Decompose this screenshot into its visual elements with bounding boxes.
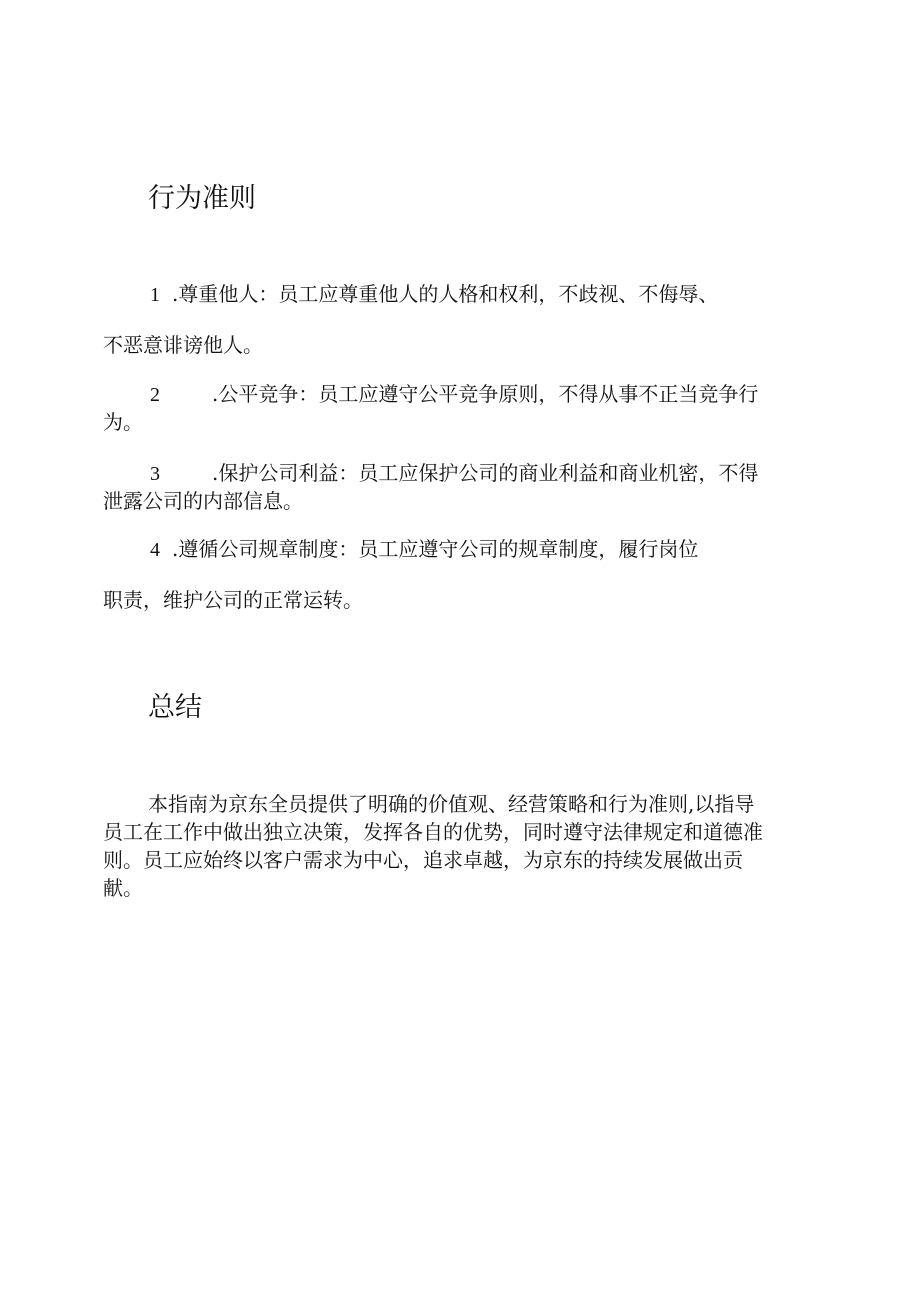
list-item-4-line-1 <box>150 535 698 564</box>
list-item-1-line-2: 不恶意诽谤他人。 <box>103 333 263 357</box>
list-item-2-line-1 <box>150 380 758 409</box>
list-item-number: 3 <box>150 463 160 485</box>
summary-paragraph-line-4: 献。 <box>103 876 143 900</box>
list-item-number: 4 <box>150 539 160 561</box>
list-item-text: .保护公司利益：员工应保护公司的商业利益和商业机密，不得 <box>212 461 759 485</box>
list-item-4-line-2: 职责，维护公司的正常运转。 <box>103 588 363 612</box>
summary-paragraph-line-1: 本指南为京东全员提供了明确的价值观、经营策略和行为准则,以指导 <box>148 792 755 816</box>
list-item-text: .尊重他人：员工应尊重他人的人格和权利，不歧视、不侮辱、 <box>172 282 719 306</box>
list-item-3-line-2: 泄露公司的内部信息。 <box>103 489 303 513</box>
list-item-3-line-1 <box>150 459 758 488</box>
list-item-number: 2 <box>150 384 160 406</box>
section-heading-summary: 总结 <box>148 692 202 723</box>
list-item-text: .公平竞争：员工应遵守公平竞争原则，不得从事不正当竞争行 <box>212 382 759 406</box>
list-item-1-line-1 <box>150 280 718 309</box>
summary-paragraph-line-3: 则。员工应始终以客户需求为中心，追求卓越，为京东的持续发展做出贡 <box>103 848 743 872</box>
list-item-text: .遵循公司规章制度：员工应遵守公司的规章制度，履行岗位 <box>172 537 699 561</box>
section-heading-conduct: 行为准则 <box>148 183 256 214</box>
summary-paragraph-line-2: 员工在工作中做出独立决策，发挥各自的优势，同时遵守法律规定和道德准 <box>103 820 763 844</box>
list-item-number: 1 <box>150 284 160 306</box>
list-item-2-line-2: 为。 <box>103 410 143 434</box>
